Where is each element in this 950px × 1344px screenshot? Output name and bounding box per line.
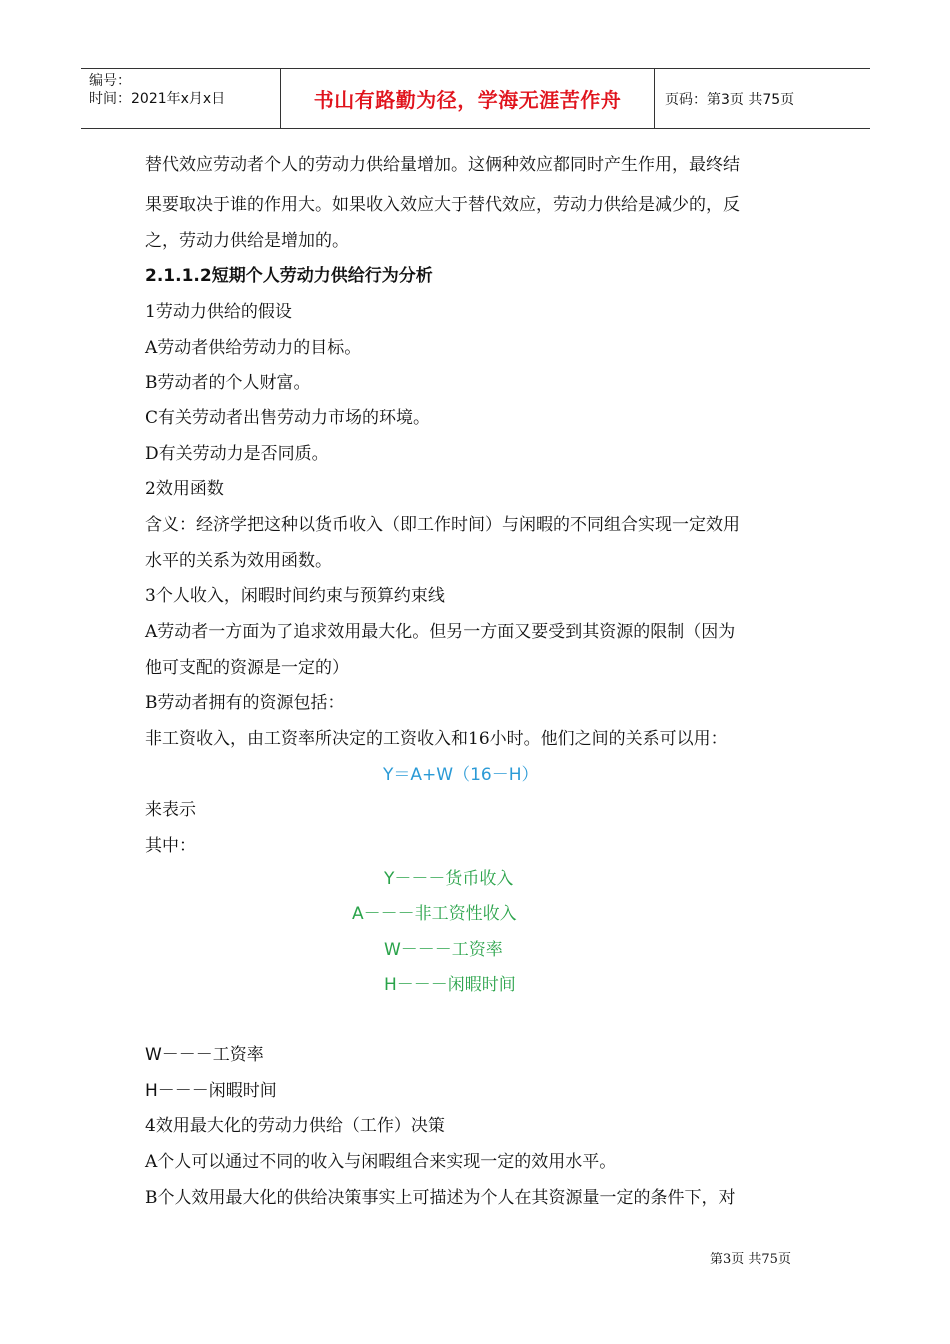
paragraph-line: 替代效应劳动者个人的劳动力供给量增加。这俩种效应都同时产生作用，最终结 bbox=[145, 155, 740, 175]
paragraph-line: 水平的关系为效用函数。 bbox=[145, 551, 332, 571]
document-number-label: 编号： bbox=[89, 73, 131, 89]
list-item: B劳动者拥有的资源包括： bbox=[145, 693, 345, 713]
formula: Y＝A+W（16－H） bbox=[383, 765, 539, 785]
header-motto: 书山有路勤为径，学海无涯苦作舟 bbox=[313, 88, 622, 112]
section-heading: 2.1.1.2短期个人劳动力供给行为分析 bbox=[145, 266, 433, 286]
variable-definition: A－－－非工资性收入 bbox=[352, 904, 517, 924]
list-item: 他可支配的资源是一定的） bbox=[145, 658, 349, 678]
paragraph-line: 含义：经济学把这种以货币收入（即工作时间）与闲暇的不同组合实现一定效用 bbox=[145, 515, 740, 535]
list-item: B个人效用最大化的供给决策事实上可描述为个人在其资源量一定的条件下，对 bbox=[145, 1188, 736, 1208]
list-item: D有关劳动力是否同质。 bbox=[145, 444, 329, 464]
list-item: A劳动者供给劳动力的目标。 bbox=[145, 338, 362, 358]
list-item: A劳动者一方面为了追求效用最大化。但另一方面又要受到其资源的限制（因为 bbox=[145, 622, 736, 642]
paragraph-line: 来表示 bbox=[145, 800, 196, 820]
paragraph-line: 果要取决于谁的作用大。如果收入效应大于替代效应，劳动力供给是减少的，反 bbox=[145, 195, 740, 215]
list-heading: 3个人收入，闲暇时间约束与预算约束线 bbox=[145, 586, 445, 606]
header-page-cell bbox=[655, 69, 870, 128]
header-page-number: 页码：第3页 共75页 bbox=[665, 91, 795, 108]
variable-definition: Y－－－货币收入 bbox=[384, 869, 514, 889]
paragraph-line: 非工资收入，由工资率所决定的工资收入和16小时。他们之间的关系可以用： bbox=[145, 729, 728, 749]
header-motto-cell bbox=[281, 69, 655, 128]
list-heading: 4效用最大化的劳动力供给（工作）决策 bbox=[145, 1116, 445, 1136]
document-date-label: 时间：2021年x月x日 bbox=[89, 91, 226, 107]
footer-page-number: 第3页 共75页 bbox=[710, 1252, 791, 1267]
list-item: B劳动者的个人财富。 bbox=[145, 373, 311, 393]
paragraph-line: 其中： bbox=[145, 836, 196, 856]
variable-definition: W－－－工资率 bbox=[384, 940, 503, 960]
variable-definition: H－－－闲暇时间 bbox=[145, 1081, 277, 1101]
list-heading: 1劳动力供给的假设 bbox=[145, 302, 292, 322]
variable-definition: W－－－工资率 bbox=[145, 1045, 264, 1065]
header-meta-cell bbox=[81, 69, 281, 128]
variable-definition: H－－－闲暇时间 bbox=[384, 975, 516, 995]
page-header bbox=[81, 68, 870, 129]
list-item: C有关劳动者出售劳动力市场的环境。 bbox=[145, 408, 431, 428]
list-heading: 2效用函数 bbox=[145, 479, 224, 499]
list-item: A个人可以通过不同的收入与闲暇组合来实现一定的效用水平。 bbox=[145, 1152, 617, 1172]
paragraph-line: 之，劳动力供给是增加的。 bbox=[145, 231, 349, 251]
